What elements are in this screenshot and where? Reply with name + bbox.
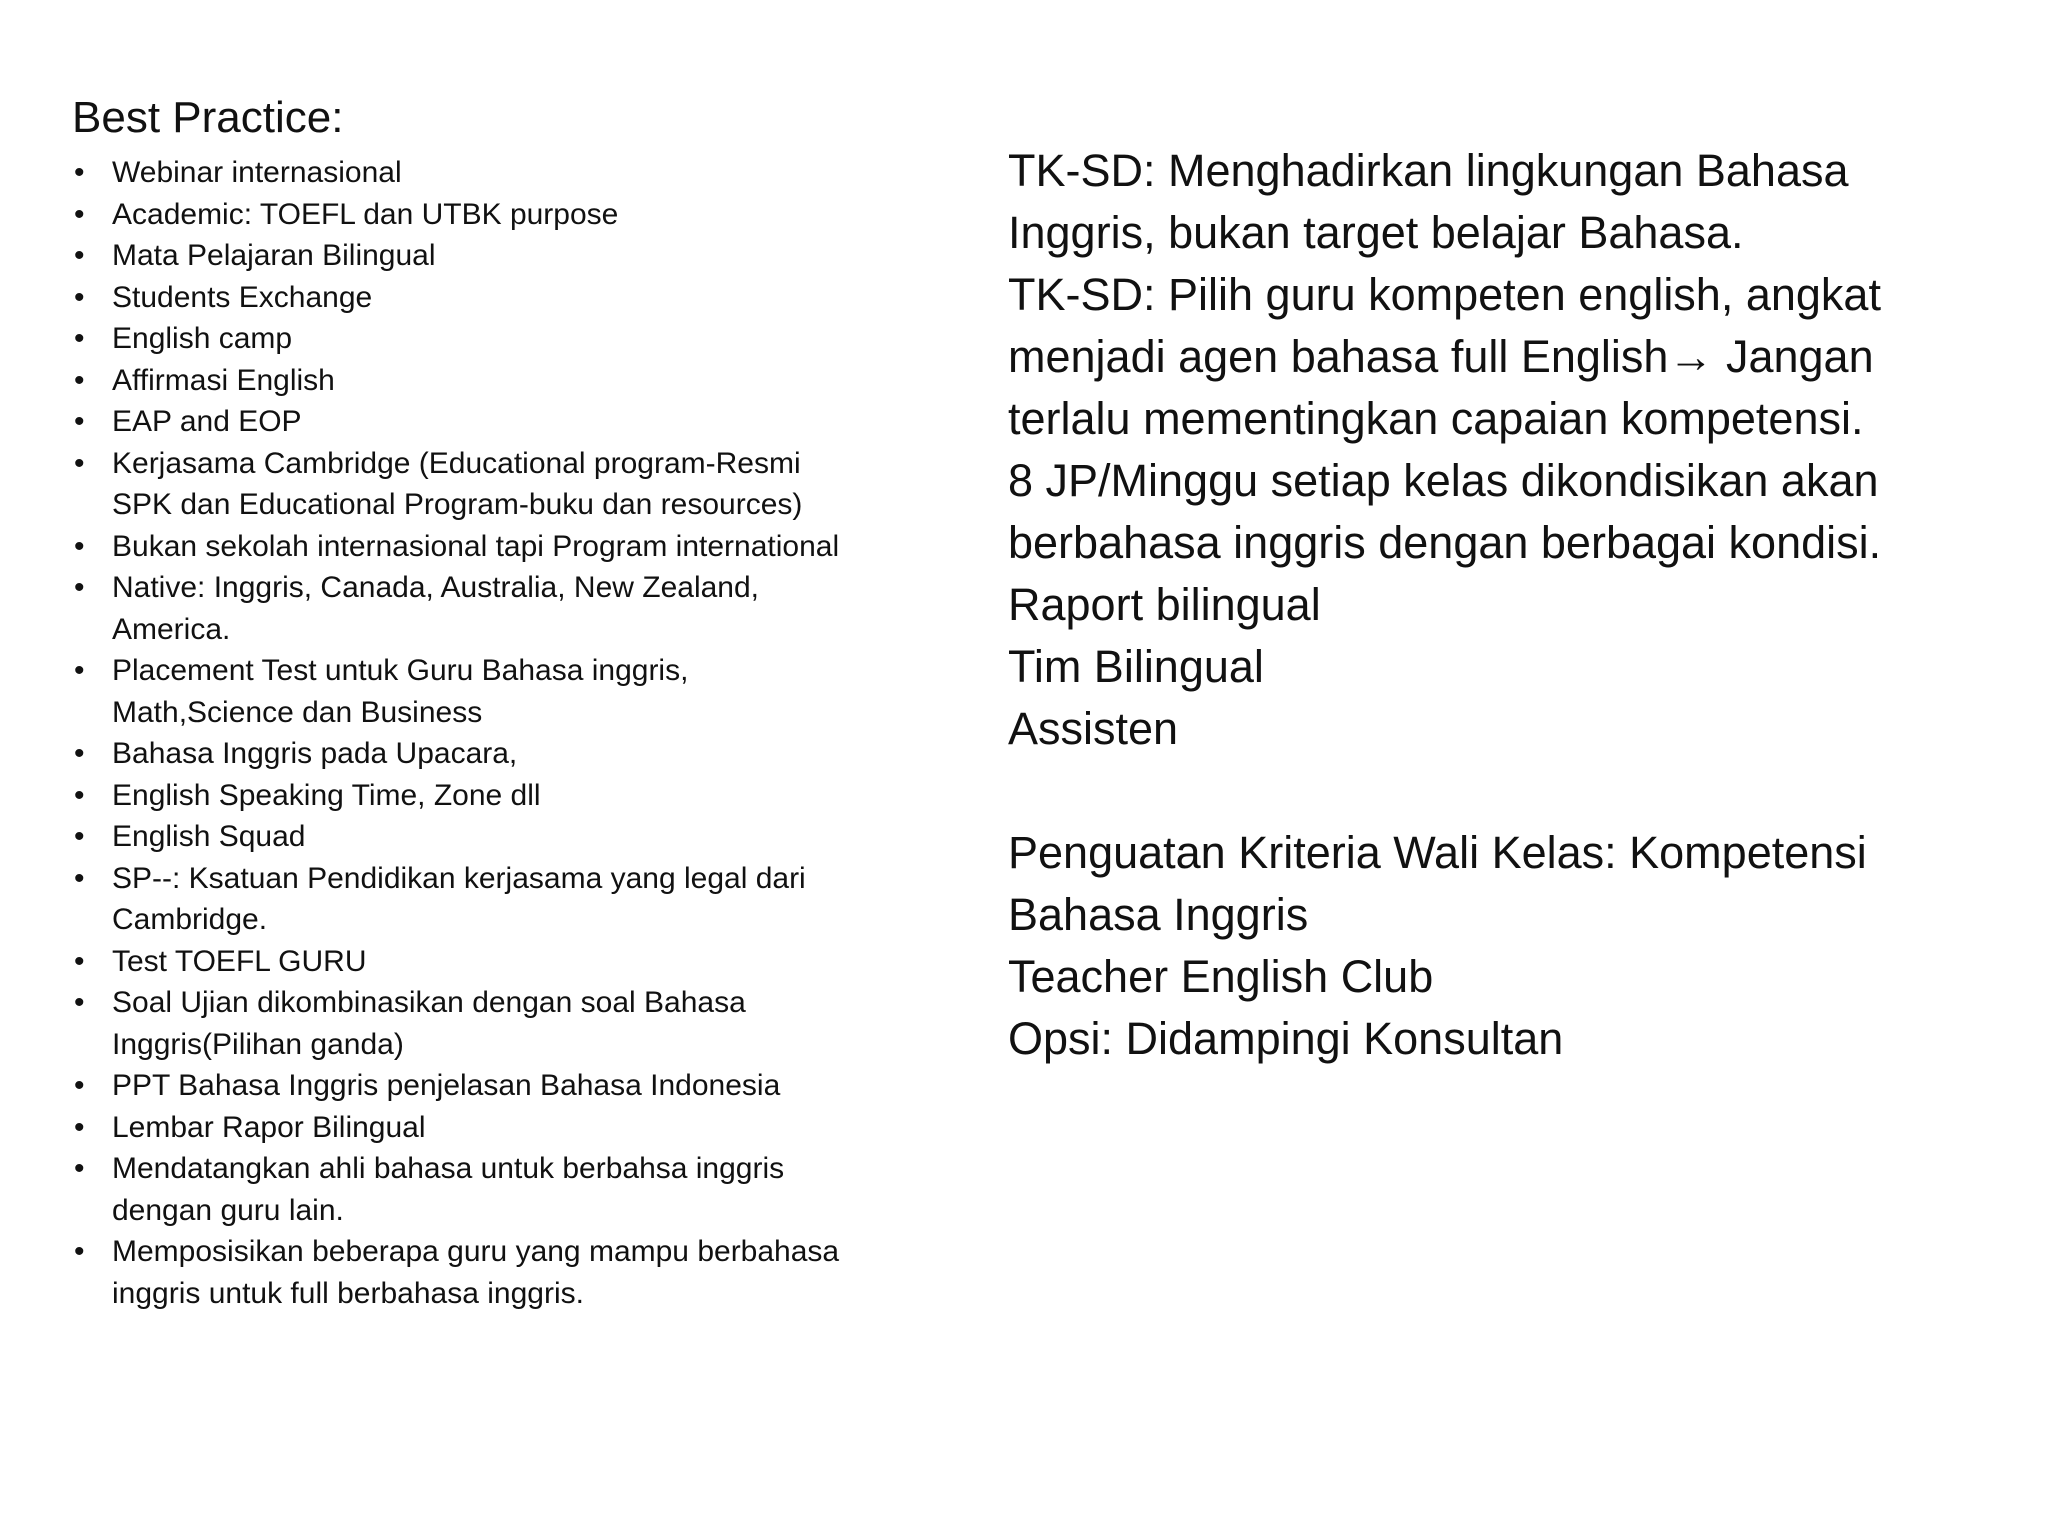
arrow-right-icon: → <box>1668 331 1714 382</box>
program-notes <box>1008 140 2008 1070</box>
list-item: • English Speaking Time, Zone dll <box>72 775 852 817</box>
list-item: • SP--: Ksatuan Pendidikan kerjasama yang legal dari Cambridge. <box>72 858 852 941</box>
note-line: Inggris, bukan target belajar Bahasa. <box>1008 207 1744 258</box>
bullet-icon: • <box>74 1069 85 1102</box>
bullet-icon: • <box>74 861 85 895</box>
bullet-icon: • <box>74 446 85 480</box>
note-line: menjadi agen bahasa full English→ Jangan <box>1008 331 1874 382</box>
note-line: Bahasa Inggris <box>1008 889 1309 940</box>
bullet-icon: • <box>74 986 85 1019</box>
list-item: • Soal Ujian dikombinasikan dengan soal Bahasa Inggris(Pilihan ganda) <box>72 982 852 1065</box>
bullet-icon: • <box>74 239 85 272</box>
list-item: • Academic: TOEFL dan UTBK purpose <box>72 194 852 236</box>
note-line: terlalu mementingkan capaian kompetensi. <box>1008 393 1864 444</box>
best-practice-list <box>72 152 852 1314</box>
list-item: • Mendatangkan ahli bahasa untuk berbahsa inggris dengan guru lain. <box>72 1148 852 1231</box>
bullet-icon: • <box>74 1110 85 1144</box>
list-item: • PPT Bahasa Inggris penjelasan Bahasa Indonesia <box>72 1065 852 1107</box>
bullet-icon: • <box>74 1235 85 1268</box>
bullet-icon: • <box>74 280 85 314</box>
list-item: • English Squad <box>72 816 852 858</box>
note-line: Tim Bilingual <box>1008 641 1264 692</box>
bullet-icon: • <box>74 529 85 563</box>
bullet-icon: • <box>74 1152 85 1185</box>
list-item: • English camp <box>72 318 852 360</box>
note-line: Assisten <box>1008 703 1179 754</box>
list-item: • Webinar internasional <box>72 152 852 194</box>
list-item: • Bahasa Inggris pada Upacara, <box>72 733 852 775</box>
list-item: • Kerjasama Cambridge (Educational program-Resmi SPK dan Educational Program-buku dan resources) <box>72 443 852 526</box>
bullet-icon: • <box>74 654 85 687</box>
bullet-icon: • <box>74 778 85 812</box>
bullet-icon: • <box>74 737 85 770</box>
note-line: berbahasa inggris dengan berbagai kondisi. <box>1008 517 1882 568</box>
bullet-icon: • <box>74 197 85 231</box>
note-line: TK-SD: Pilih guru kompeten english, angkat <box>1008 269 1881 320</box>
list-item: • EAP and EOP <box>72 401 852 443</box>
note-line: TK-SD: Menghadirkan lingkungan Bahasa <box>1008 145 1849 196</box>
best-practice-section <box>72 88 852 1314</box>
bullet-icon: • <box>74 156 85 189</box>
note-line: Penguatan Kriteria Wali Kelas: Kompetensi <box>1008 827 1867 878</box>
list-item: • Memposisikan beberapa guru yang mampu berbahasa inggris untuk full berbahasa inggris. <box>72 1231 852 1314</box>
best-practice-heading: Best Practice: <box>72 93 344 142</box>
bullet-icon: • <box>74 322 85 355</box>
list-item: • Lembar Rapor Bilingual <box>72 1107 852 1149</box>
list-item: • Bukan sekolah internasional tapi Program international <box>72 526 852 568</box>
bullet-icon: • <box>74 820 85 853</box>
list-item: • Placement Test untuk Guru Bahasa inggris, Math,Science dan Business <box>72 650 852 733</box>
list-item: • Test TOEFL GURU <box>72 941 852 983</box>
note-line: 8 JP/Minggu setiap kelas dikondisikan akan <box>1008 455 1879 506</box>
bullet-icon: • <box>74 363 85 397</box>
note-line: Teacher English Club <box>1008 951 1434 1002</box>
list-item: • Mata Pelajaran Bilingual <box>72 235 852 277</box>
spacer <box>1008 760 2008 822</box>
list-item: • Native: Inggris, Canada, Australia, New Zealand, America. <box>72 567 852 650</box>
list-item: • Affirmasi English <box>72 360 852 402</box>
bullet-icon: • <box>74 571 85 604</box>
list-item: • Students Exchange <box>72 277 852 319</box>
note-line: Raport bilingual <box>1008 579 1321 630</box>
bullet-icon: • <box>74 405 85 438</box>
note-line: Opsi: Didampingi Konsultan <box>1008 1013 1564 1064</box>
bullet-icon: • <box>74 944 85 978</box>
